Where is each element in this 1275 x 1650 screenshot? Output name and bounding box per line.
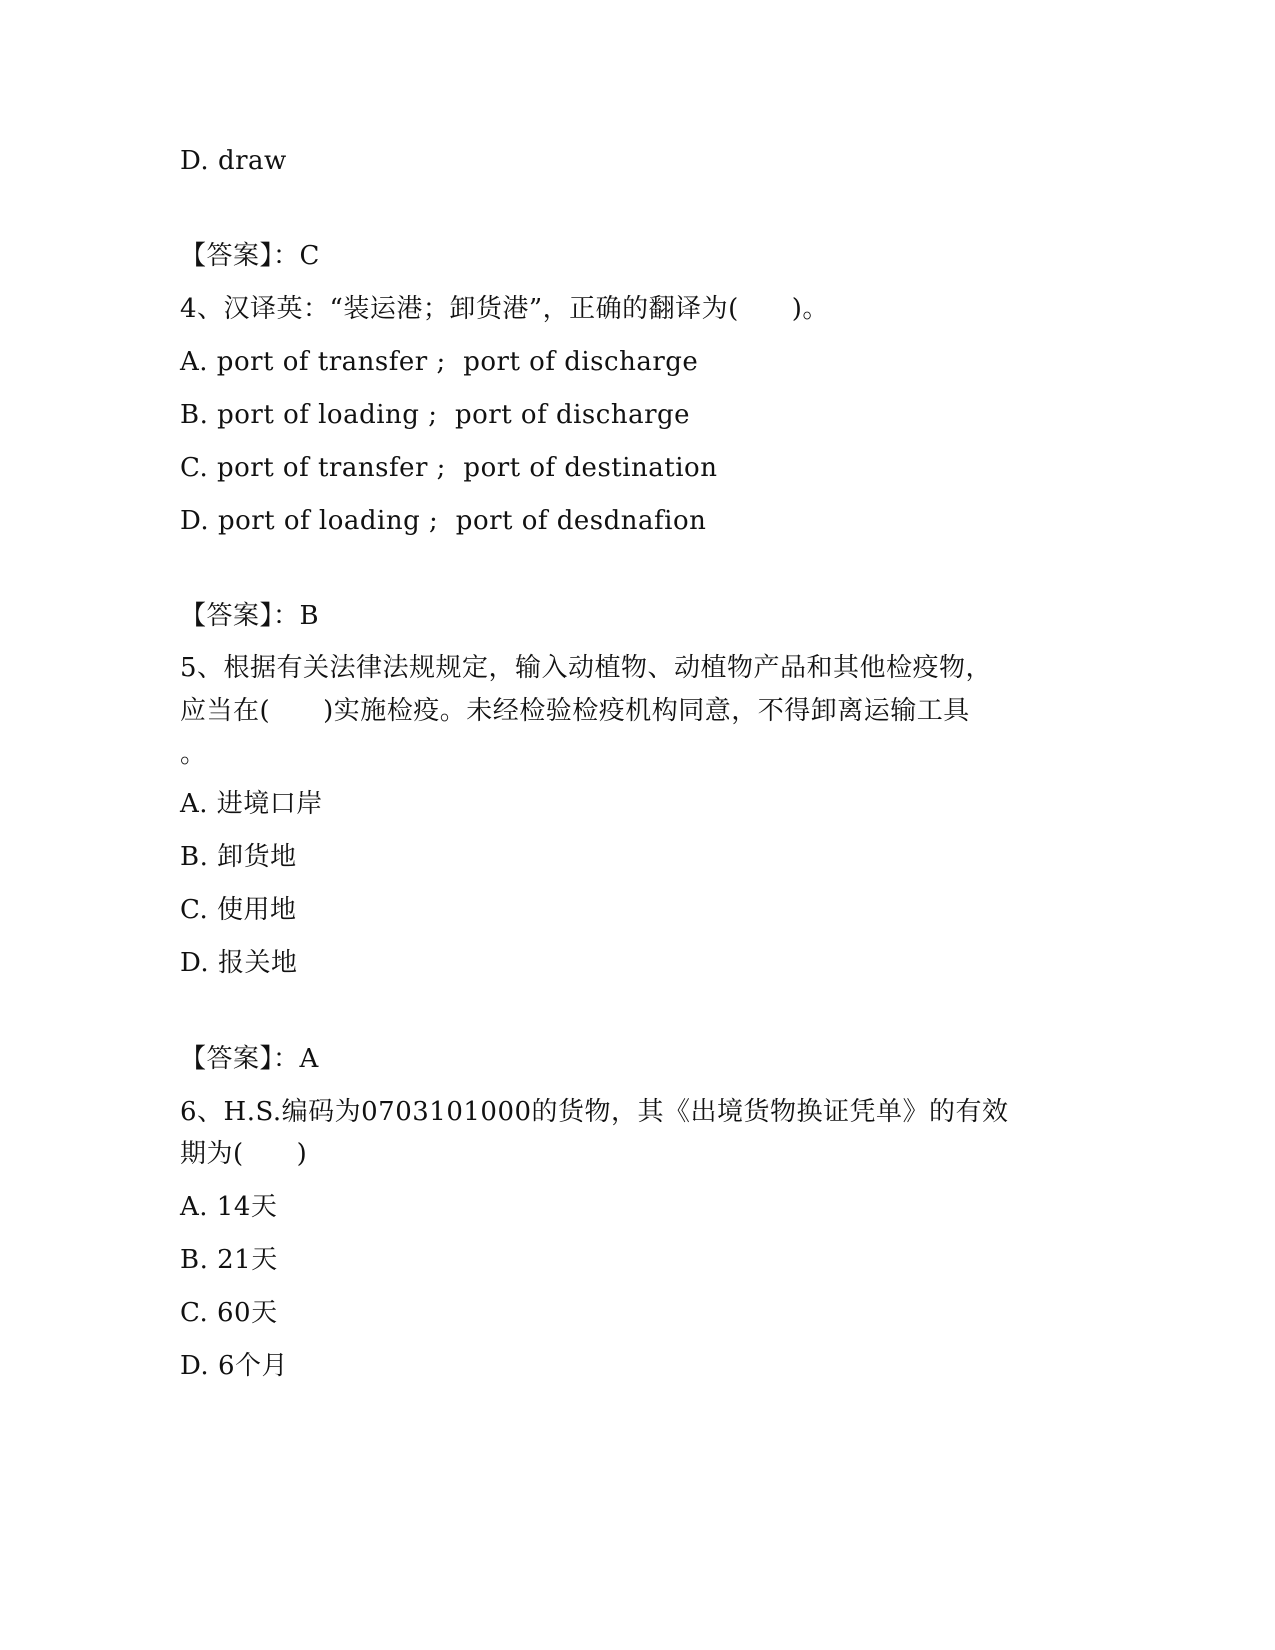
q5-option-c: C. 使用地 bbox=[180, 895, 297, 925]
q4-option-d: D. port of loading ; port of desdnafion bbox=[180, 506, 707, 536]
q4-option-b: B. port of loading ; port of discharge bbox=[180, 400, 691, 430]
q5-question-line-1: 5、根据有关法律法规规定，输入动植物、动植物产品和其他检疫物， bbox=[180, 653, 993, 683]
q4-option-c: C. port of transfer ; port of destination bbox=[180, 453, 718, 483]
q6-question-line-2: 期为( ) bbox=[180, 1139, 308, 1169]
q3-answer: 【答案】：C bbox=[180, 241, 320, 271]
q3-option-d: D. draw bbox=[180, 146, 287, 176]
q6-option-c: C. 60天 bbox=[180, 1298, 278, 1328]
q5-question-line-3: 。 bbox=[180, 739, 207, 769]
q4-question: 4、汉译英：“装运港；卸货港”，正确的翻译为( )。 bbox=[180, 294, 829, 324]
q5-answer: 【答案】：A bbox=[180, 1044, 319, 1074]
q4-option-a: A. port of transfer ; port of discharge bbox=[180, 347, 699, 377]
q6-option-d: D. 6个月 bbox=[180, 1351, 288, 1381]
q5-question-line-2: 应当在( )实施检疫。未经检验检疫机构同意，不得卸离运输工具 bbox=[180, 696, 970, 726]
q6-option-b: B. 21天 bbox=[180, 1245, 278, 1275]
q5-option-d: D. 报关地 bbox=[180, 948, 298, 978]
q6-option-a: A. 14天 bbox=[180, 1192, 278, 1222]
q6-question-line-1: 6、H.S.编码为0703101000的货物，其《出境货物换证凭单》的有效 bbox=[180, 1097, 1009, 1127]
q5-option-a: A. 进境口岸 bbox=[180, 789, 323, 819]
q5-option-b: B. 卸货地 bbox=[180, 842, 297, 872]
q4-answer: 【答案】：B bbox=[180, 601, 320, 631]
